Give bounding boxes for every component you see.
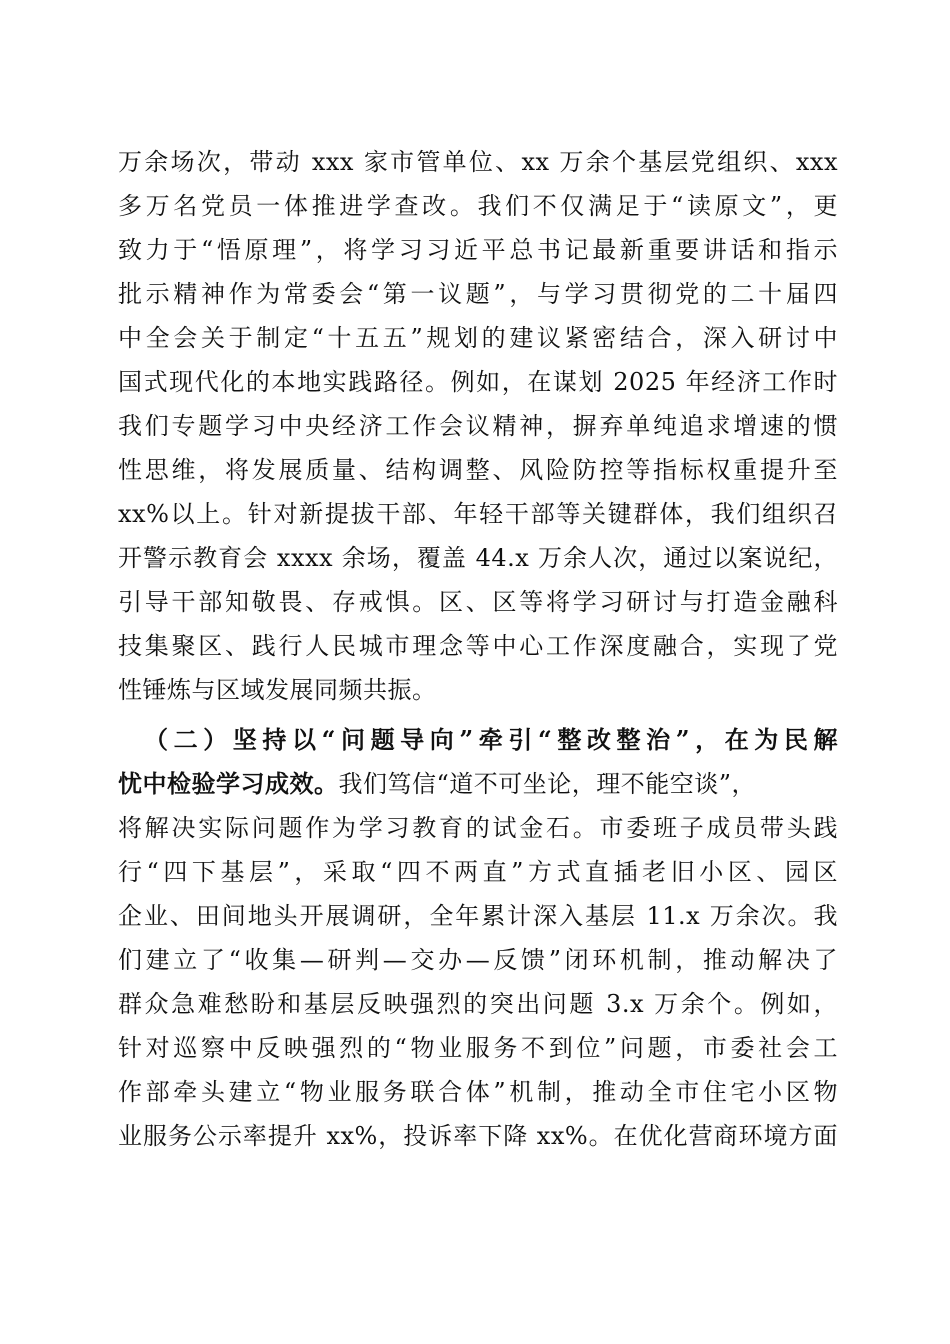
paragraph-line: 作部牵头建立“物业服务联合体”机制，推动全市住宅小区物: [118, 1078, 838, 1106]
paragraph-line: 将解决实际问题作为学习教育的试金石。市委班子成员带头践: [118, 814, 838, 842]
paragraph-line: 我们专题学习中央经济工作会议精神，摒弃单纯追求增速的惯: [118, 412, 838, 440]
paragraph-line: 技集聚区、践行人民城市理念等中心工作深度融合，实现了党: [118, 632, 838, 660]
paragraph-line: 企业、田间地头开展调研，全年累计深入基层 11.x 万余次。我: [118, 902, 838, 930]
paragraph-line: 业服务公示率提升 xx%，投诉率下降 xx%。在优化营商环境方面: [118, 1122, 838, 1150]
paragraph-line: 行“四下基层”，采取“四不两直”方式直插老旧小区、园区: [118, 858, 838, 886]
paragraph-line: 万余场次，带动 xxx 家市管单位、xx 万余个基层党组织、xxx: [118, 148, 838, 176]
paragraph-line: 针对巡察中反映强烈的“物业服务不到位”问题，市委社会工: [118, 1034, 838, 1062]
paragraph-line: 引导干部知敬畏、存戒惧。区、区等将学习研讨与打造金融科: [118, 588, 838, 616]
paragraph-line: 群众急难愁盼和基层反映强烈的突出问题 3.x 万余个。例如，: [118, 990, 838, 1018]
paragraph-line: 性思维，将发展质量、结构调整、风险防控等指标权重提升至: [118, 456, 838, 484]
paragraph-line: 国式现代化的本地实践路径。例如，在谋划 2025 年经济工作时: [118, 368, 838, 396]
paragraph-line: [118, 764, 838, 804]
paragraph-line: 中全会关于制定“十五五”规划的建议紧密结合，深入研讨中: [118, 324, 838, 352]
paragraph-line: 多万名党员一体推进学查改。我们不仅满足于“读原文”，更: [118, 192, 838, 220]
paragraph-line: 性锤炼与区域发展同频共振。: [118, 676, 437, 704]
section-heading: （二）坚持以“问题导向”牵引“整改整治”，在为民解: [144, 725, 838, 754]
paragraph-line: xx%以上。针对新提拔干部、年轻干部等关键群体，我们组织召: [118, 500, 838, 528]
paragraph-line: 们建立了“收集—研判—交办—反馈”闭环机制，推动解决了: [118, 946, 838, 974]
paragraph-line: 批示精神作为常委会“第一议题”，与学习贯彻党的二十届四: [118, 280, 838, 308]
paragraph-line: 致力于“悟原理”，将学习习近平总书记最新重要讲话和指示: [118, 236, 838, 264]
paragraph-line: 开警示教育会 xxxx 余场，覆盖 44.x 万余人次，通过以案说纪，: [118, 544, 838, 572]
paragraph-text: 我们笃信“道不可坐论，理不能空谈”，: [338, 770, 757, 798]
section-heading-tail: 忧中检验学习成效。: [118, 769, 339, 798]
